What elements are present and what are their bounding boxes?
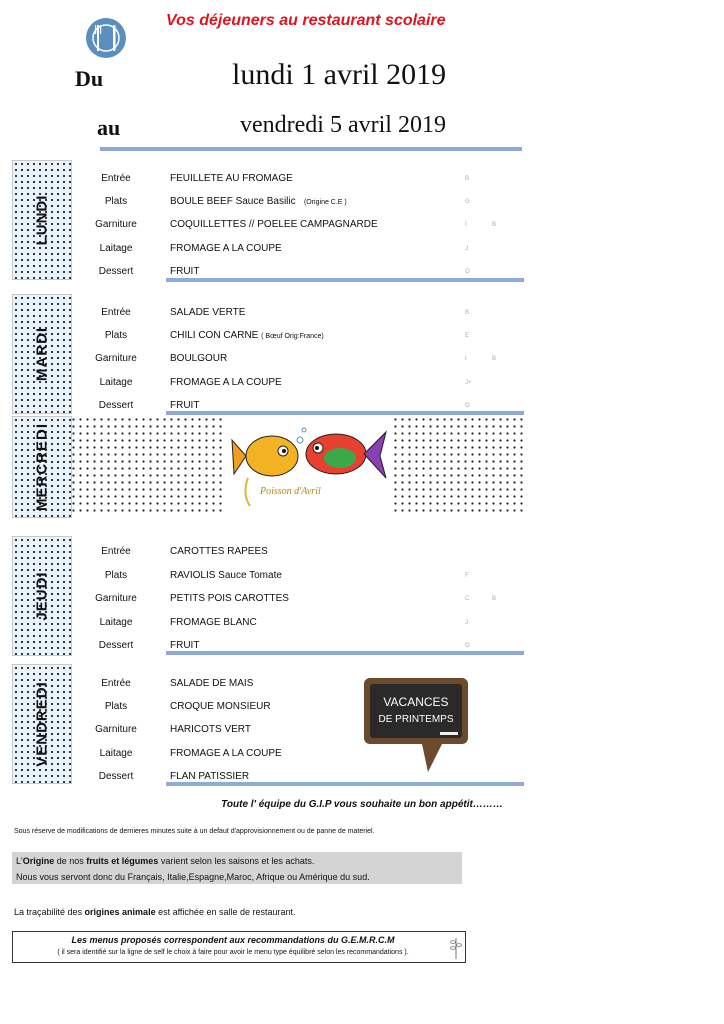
allergen-code: O — [465, 643, 470, 649]
dish-name: FEUILLETE AU FROMAGE — [170, 173, 293, 184]
allergen-code: B — [492, 356, 497, 362]
dish-name: BOULGOUR — [170, 353, 228, 364]
allergen-code: B — [465, 176, 470, 182]
category-label: Entrée — [101, 307, 131, 318]
category-label: Plats — [104, 330, 128, 341]
day-label-vendredi: VENDREDI — [12, 664, 72, 784]
origin-line-1: L'Origine de nos fruits et légumes varient selon les saisons et les achats. — [16, 856, 315, 866]
dish-name: CHILI CON CARNE ( Bœuf Orig:France) — [170, 330, 324, 341]
category-label: Dessert — [98, 640, 134, 651]
to-date: vendredi 5 avril 2019 — [240, 112, 446, 138]
allergen-code: B — [492, 222, 497, 228]
allergen-code: O — [465, 403, 470, 409]
dish-name: FROMAGE BLANC — [170, 617, 257, 628]
day-divider — [166, 651, 524, 655]
to-label: au — [97, 115, 121, 140]
category-label: Entrée — [101, 173, 131, 184]
allergen-code: B — [492, 596, 497, 602]
from-label: Du — [75, 66, 104, 91]
dish-name: PETITS POIS CAROTTES — [170, 593, 289, 604]
category-label: Garniture — [95, 593, 137, 604]
day-divider — [166, 782, 524, 786]
dish-name: SALADE DE MAIS — [170, 678, 254, 689]
disclaimer-note: Sous réserve de modifications de dernieres minutes suite à un defaut d'approvisionnement ou de panne de materiel. — [14, 828, 375, 835]
dish-name: FRUIT — [170, 266, 200, 277]
dotted-band-right — [392, 416, 524, 516]
recommendation-title: Les menus proposés correspondent aux recommandations du G.E.M.R.C.M — [71, 935, 395, 945]
plate-cutlery-icon — [84, 16, 128, 65]
dish-name: FRUIT — [170, 640, 200, 651]
day-label-mardi: MARDI — [12, 294, 72, 414]
allergen-code: I — [465, 356, 467, 362]
allergen-code: J+ — [465, 380, 472, 386]
tracability-note: La traçabilité des origines animale est affichée en salle de restaurant. — [14, 907, 296, 917]
category-label: Plats — [104, 570, 128, 581]
category-label: Plats — [104, 701, 128, 712]
allergen-code: O — [465, 269, 470, 275]
vacances-chalkboard — [362, 676, 474, 774]
category-label: Garniture — [95, 219, 137, 230]
day-label-jeudi: JEUDI — [12, 536, 72, 656]
recommendation-box — [12, 931, 466, 963]
allergen-code: G — [465, 199, 470, 205]
dish-name: FROMAGE A LA COUPE — [170, 243, 282, 254]
allergen-code: C — [465, 596, 470, 602]
allergen-code: B — [465, 310, 470, 316]
day-label-lundi: LUNDI — [12, 160, 72, 280]
category-label: Dessert — [98, 266, 134, 277]
category-label: Plats — [104, 196, 128, 207]
category-label: Dessert — [98, 771, 134, 782]
vacances-line2: DE PRINTEMPS — [378, 714, 454, 725]
dish-name: RAVIOLIS Sauce Tomate — [170, 570, 282, 581]
from-date: lundi 1 avril 2019 — [232, 58, 447, 91]
day-label-mercredi: MERCREDI — [12, 416, 72, 518]
bon-appetit-message: Toute l' équipe du G.I.P vous souhaite un bon appétit……… — [221, 799, 503, 810]
category-label: Laitage — [99, 748, 133, 759]
category-label: Garniture — [95, 724, 137, 735]
dish-name: FRUIT — [170, 400, 200, 411]
day-divider — [166, 278, 524, 282]
allergen-code: E — [465, 333, 470, 339]
origin-line-2: Nous vous servont donc du Français, Italie,Espagne,Maroc, Afrique ou Amérique du sud. — [16, 872, 370, 882]
category-label: Laitage — [99, 377, 133, 388]
header-divider — [100, 147, 522, 151]
allergen-code: F — [465, 573, 469, 579]
category-label: Laitage — [99, 617, 133, 628]
dish-name: FROMAGE A LA COUPE — [170, 748, 282, 759]
origin-info-box — [12, 852, 462, 884]
dish-name: BOULE BEEF Sauce Basilic (Origine C.E ) — [170, 196, 347, 207]
dish-name: HARICOTS VERT — [170, 724, 251, 735]
day-divider — [166, 411, 524, 415]
dish-name: SALADE VERTE — [170, 307, 246, 318]
allergen-code: J — [465, 246, 468, 252]
dotted-band-left — [70, 416, 226, 516]
poisson-avril-image — [228, 418, 390, 516]
dish-name: FROMAGE A LA COUPE — [170, 377, 282, 388]
page-title: Vos déjeuners au restaurant scolaire — [166, 12, 446, 29]
allergen-code: J — [465, 620, 468, 626]
recommendation-detail: ( il sera identifié sur la ligne de self le choix à faire pour avoir le menu type équilibré selon les recommandations ). — [57, 949, 409, 956]
category-label: Laitage — [99, 243, 133, 254]
allergen-code: I — [465, 222, 467, 228]
category-label: Dessert — [98, 400, 134, 411]
vacances-line1: VACANCES — [383, 695, 449, 709]
category-label: Garniture — [95, 353, 137, 364]
category-label: Entrée — [101, 678, 131, 689]
dish-name: COQUILLETTES // POELEE CAMPAGNARDE — [170, 219, 378, 230]
category-label: Entrée — [101, 546, 131, 557]
poisson-caption: Poisson d'Avril — [260, 486, 321, 497]
dish-name: FLAN PATISSIER — [170, 771, 250, 782]
wheat-icon — [449, 934, 463, 965]
dish-name: CROQUE MONSIEUR — [170, 701, 271, 712]
dish-name: CAROTTES RAPEES — [170, 546, 268, 557]
